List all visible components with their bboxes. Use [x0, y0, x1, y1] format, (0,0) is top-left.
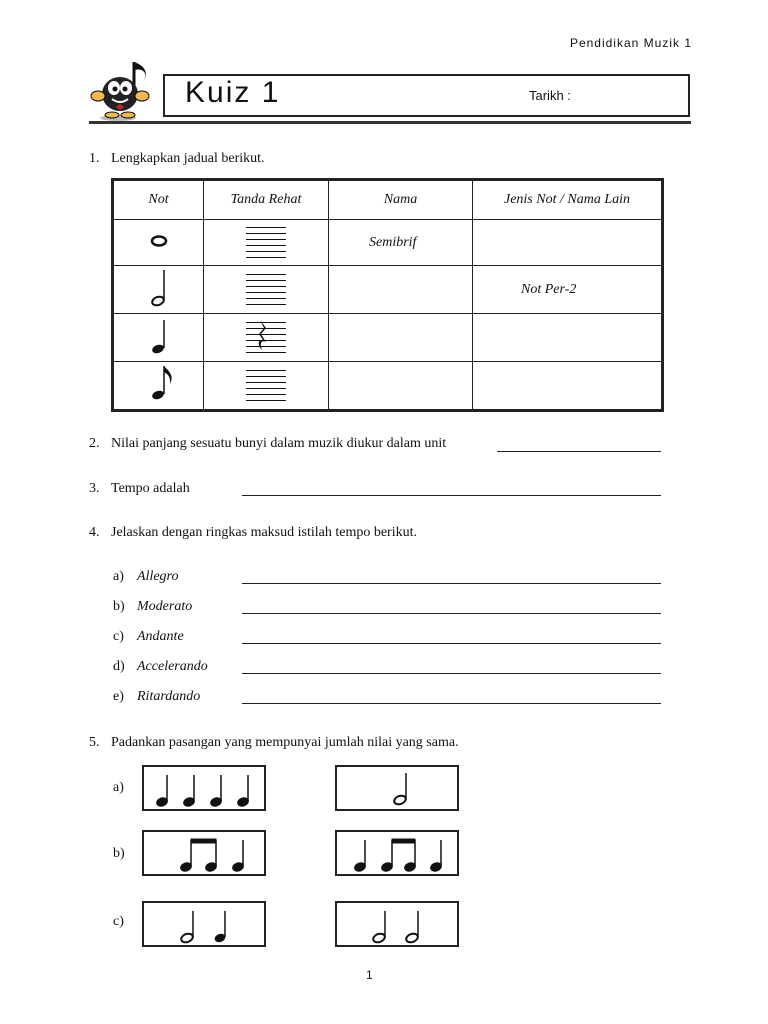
page-title: Kuiz 1 [185, 76, 281, 109]
rest-staff [204, 362, 329, 411]
question-text: Padankan pasangan yang mempunyai jumlah nilai yang sama. [111, 735, 459, 750]
page-number: 1 [366, 968, 373, 982]
col-header-tanda-rehat: Tanda Rehat [204, 180, 329, 220]
answer-line[interactable] [242, 703, 661, 704]
crotchet-group-icon [144, 767, 264, 809]
cell-nama [329, 362, 473, 411]
tempo-term: Ritardando [137, 689, 201, 704]
tempo-item: c) Andante [113, 629, 184, 644]
answer-line[interactable] [242, 613, 661, 614]
question-number: 1. [89, 151, 100, 166]
rhythm-box-a-left[interactable] [142, 765, 266, 811]
crotchet-icon [113, 314, 204, 362]
cell-jenis [473, 220, 663, 266]
note-table [111, 178, 664, 412]
table-row [113, 314, 663, 362]
cell-jenis [473, 362, 663, 411]
quaver-icon [113, 362, 204, 411]
match-label: c) [113, 914, 124, 929]
question-3: 3. Tempo adalah [89, 481, 190, 496]
question-text: Tempo adalah [111, 481, 190, 496]
answer-line[interactable] [497, 451, 661, 452]
tempo-item: e) Ritardando [113, 689, 201, 704]
cell-jenis: Not Per-2 [473, 266, 663, 314]
cell-jenis [473, 314, 663, 362]
question-text: Nilai panjang sesuatu bunyi dalam muzik diukur dalam unit [111, 436, 447, 451]
table-row [113, 266, 663, 314]
match-label: b) [113, 846, 125, 861]
col-header-not: Not [113, 180, 204, 220]
match-label: a) [113, 780, 124, 795]
tempo-term: Moderato [137, 599, 193, 614]
crotchet-rest-staff [204, 314, 329, 362]
question-5: 5. Padankan pasangan yang mempunyai jumlah nilai yang sama. [89, 735, 459, 750]
tempo-term: Andante [137, 629, 184, 644]
answer-line[interactable] [242, 673, 661, 674]
question-text: Jelaskan dengan ringkas maksud istilah tempo berikut. [111, 525, 417, 540]
rhythm-box-a-right[interactable] [335, 765, 459, 811]
minim-icon [337, 767, 457, 809]
rhythm-box-c-left[interactable] [142, 901, 266, 947]
tempo-item: d) Accelerando [113, 659, 208, 674]
music-note-mascot-icon [86, 52, 162, 124]
answer-line[interactable] [242, 643, 661, 644]
rest-staff [204, 266, 329, 314]
cell-nama [329, 314, 473, 362]
question-1 [89, 151, 265, 167]
table-row [113, 362, 663, 411]
rhythm-box-b-left[interactable] [142, 830, 266, 876]
semibreve-icon [113, 220, 204, 266]
header-subject: Pendidikan Muzik 1 [569, 36, 692, 50]
tempo-term: Allegro [137, 569, 179, 584]
question-2: 2. Nilai panjang sesuatu bunyi dalam muzik diukur dalam unit [89, 436, 447, 451]
question-text: Lengkapkan jadual berikut. [111, 151, 265, 166]
minim-crotchet-icon [144, 903, 264, 945]
quaver-pair-crotchet-icon [144, 832, 264, 874]
table-row [113, 220, 663, 266]
date-label: Tarikh : [529, 88, 571, 103]
question-4: 4. Jelaskan dengan ringkas maksud istilah tempo berikut. [89, 525, 417, 540]
minim-icon [113, 266, 204, 314]
tempo-item: a) Allegro [113, 569, 179, 584]
cell-nama [329, 266, 473, 314]
crotchet-rest-icon [256, 318, 270, 354]
crotchet-quaver-pair-crotchet-icon [337, 832, 457, 874]
answer-line[interactable] [242, 583, 661, 584]
rest-staff [204, 220, 329, 266]
two-minims-icon [337, 903, 457, 945]
col-header-nama: Nama [329, 180, 473, 220]
rhythm-box-c-right[interactable] [335, 901, 459, 947]
cell-nama: Semibrif [329, 220, 473, 266]
rhythm-box-b-right[interactable] [335, 830, 459, 876]
answer-line[interactable] [242, 495, 661, 496]
header-rule [89, 121, 691, 124]
tempo-term: Accelerando [137, 659, 208, 674]
tempo-item: b) Moderato [113, 599, 193, 614]
col-header-jenis-not: Jenis Not / Nama Lain [473, 180, 663, 220]
